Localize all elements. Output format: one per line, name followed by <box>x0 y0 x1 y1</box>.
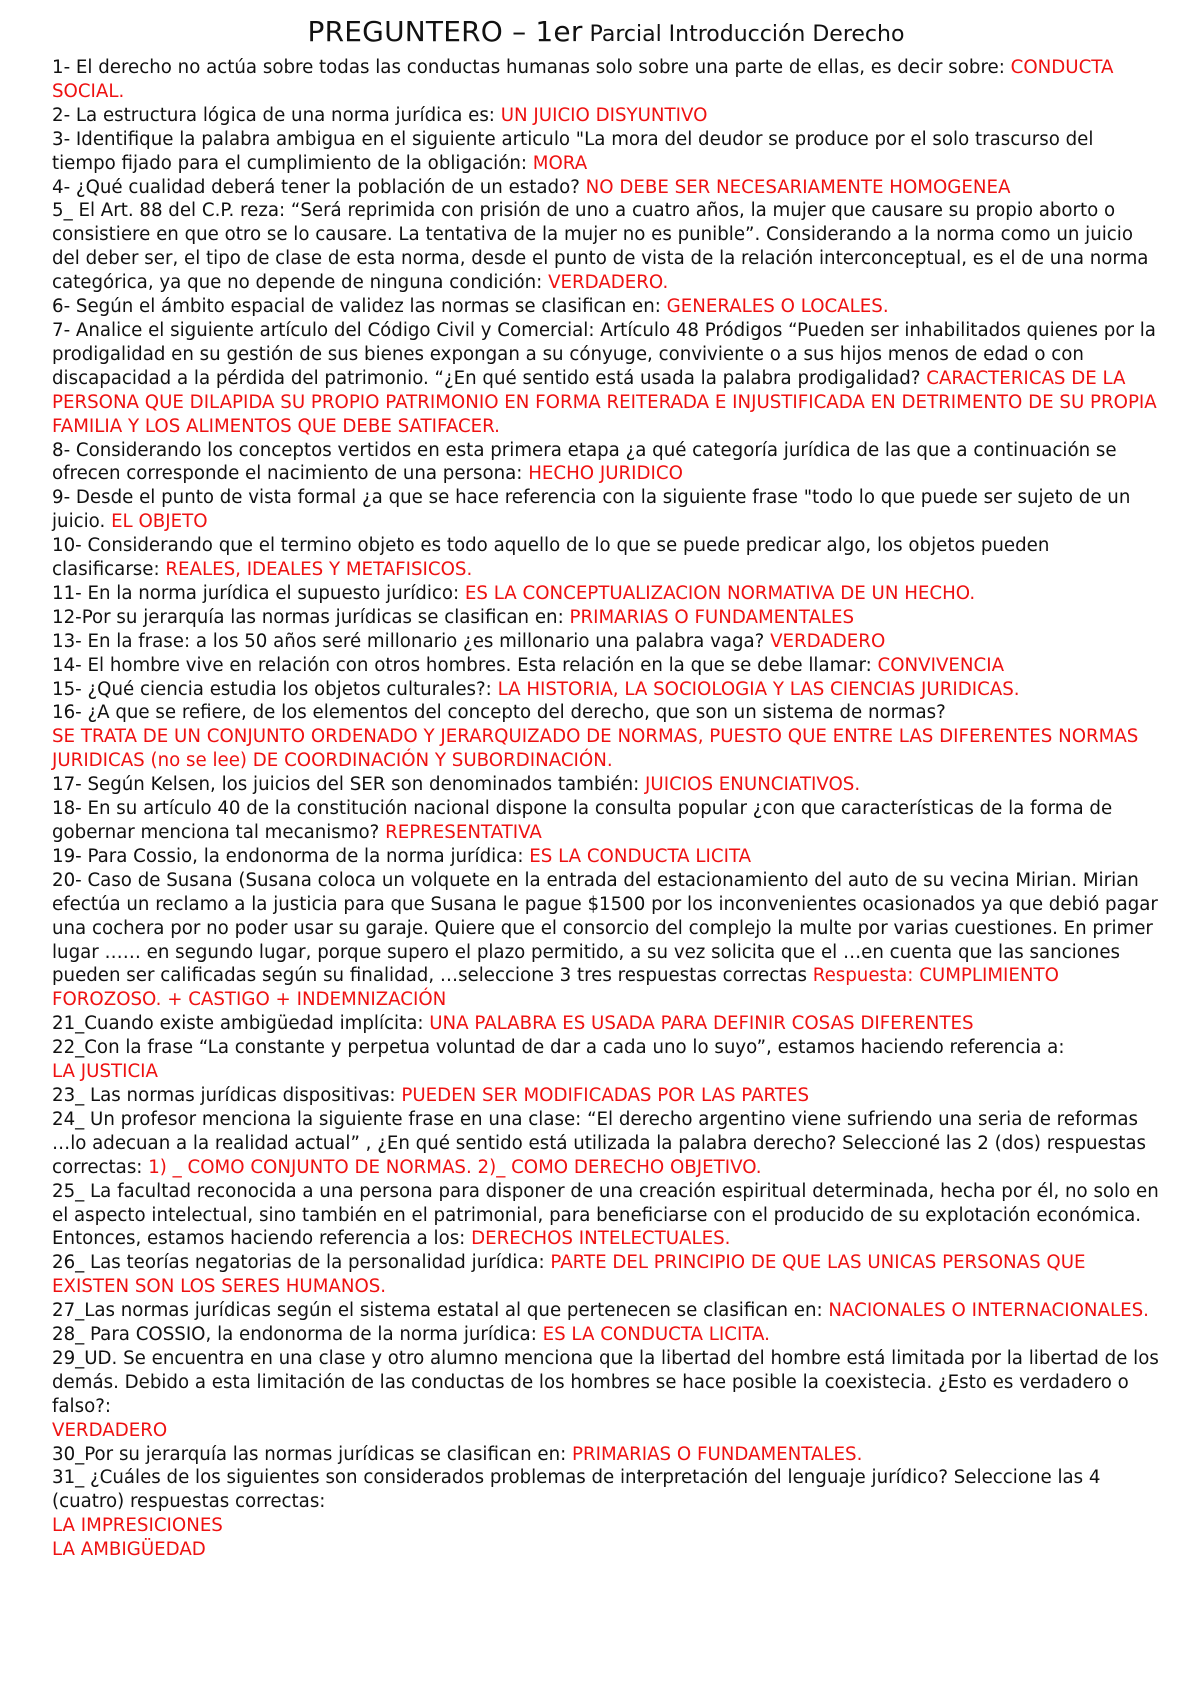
answer-text: GENERALES O LOCALES. <box>666 296 889 318</box>
answer-text: JUICIOS ENUNCIATIVOS. <box>645 774 861 796</box>
answer-text: PRIMARIAS O FUNDAMENTALES. <box>572 1443 863 1465</box>
answer-text: VERDADERO. <box>548 272 669 294</box>
question-text: 1- El derecho no actúa sobre todas las conductas humanas solo sobre una parte de ellas, es decir sobre: <box>52 57 1011 78</box>
question-text: 2- La estructura lógica de una norma jurídica es: <box>52 104 501 126</box>
answer-text: CONVIVENCIA <box>877 654 1005 676</box>
answer-text: HECHO JURIDICO <box>528 463 683 485</box>
answer-text: DERECHOS INTELECTUALES. <box>471 1228 731 1250</box>
answer-text: CARACTERICAS DE LA PERSONA QUE DILAPIDA SU PROPIO PATRIMONIO EN FORMA REITERADA E INJUSTIFICADA EN DETRIMENTO DE SU PROPIA FAMILIA Y LOS ALIMENTOS QUE DEBE SATIFACER. <box>52 367 1157 437</box>
question-text: 11- En la norma jurídica el supuesto jurídico: <box>52 582 465 604</box>
answer-text: REPRESENTATIVA <box>385 822 542 843</box>
question-text: 23_ Las normas jurídicas dispositivas: <box>52 1084 402 1106</box>
answer-text: UN JUICIO DISYUNTIVO <box>500 104 708 126</box>
question-item <box>52 869 1160 1012</box>
answer-text: VERDADERO <box>52 1419 168 1441</box>
answer-text: NACIONALES O INTERNACIONALES. <box>828 1300 1149 1322</box>
question-item <box>52 199 1160 295</box>
answer-text: PUEDEN SER MODIFICADAS POR LAS PARTES <box>401 1084 809 1106</box>
question-text: 31_ ¿Cuáles de los siguientes son considerados problemas de interpretación del lenguaje jurídico? Seleccione las 4 (cuatro) respuestas correctas: <box>52 1467 1101 1513</box>
answer-text: PRIMARIAS O FUNDAMENTALES <box>569 606 855 628</box>
answer-text: Respuesta: CUMPLIMIENTO FOROZOSO. + CASTIGO + INDEMNIZACIÓN <box>52 965 1059 1011</box>
answer-text: LA JUSTICIA <box>52 1061 158 1083</box>
question-text: 22_Con la frase “La constante y perpetua voluntad de dar a cada uno lo suyo”, estamos haciendo referencia a: <box>52 1037 1065 1059</box>
question-text: 8- Considerando los conceptos vertidos en esta primera etapa ¿a qué categoría jurídica de las que a continuación se ofrecen corresponde el nacimiento de una persona: <box>52 439 1117 485</box>
question-text: 28_ Para COSSIO, la endonorma de la norma jurídica: <box>52 1324 543 1346</box>
question-item <box>52 1323 1160 1347</box>
question-text: 20- Caso de Susana (Susana coloca un volquete en la entrada del estacionamiento del auto de su vecina Mirian. Mirian efectúa un reclamo a la justicia para que Susana le pague $1500 por los inconvenientes ocasionados ya que debió pagar una cochera por no poder usar su garaje. Quiere que el consorcio del complejo la multe por varias cuestiones. En primer lugar …… en segundo lugar, porque supero el plazo permitido, a su vez solicita que el …en cuenta que las sanciones pueden ser calificadas según su finalidad, …seleccione 3 tres respuestas correctas <box>52 869 1158 987</box>
question-text: 15- ¿Qué ciencia estudia los objetos culturales?: <box>52 678 498 700</box>
title-subtitle: Parcial Introducción Derecho <box>582 22 905 47</box>
answer-text: CONDUCTA SOCIAL. <box>52 57 1114 102</box>
question-item <box>52 582 1160 606</box>
question-item <box>52 1251 1160 1299</box>
question-text: 17- Según Kelsen, los juicios del SER son denominados también: <box>52 774 646 796</box>
answer-text: 1) _ COMO CONJUNTO DE NORMAS. 2)_ COMO DERECHO OBJETIVO. <box>148 1156 762 1178</box>
question-item <box>52 845 1160 869</box>
question-text: 12-Por su jerarquía las normas jurídicas se clasifican en: <box>52 606 570 628</box>
question-text: 30_Por su jerarquía las normas jurídicas se clasifican en: <box>52 1443 573 1465</box>
answer-text: ES LA CONDUCTA LICITA. <box>542 1324 770 1346</box>
document-title <box>52 14 1160 54</box>
question-text: 25_ La facultad reconocida a una persona para disponer de una creación espiritual determinada, hecha por él, no solo en el aspecto intelectual, sino también en el patrimonial, para beneficiarse con el producido de su explotación económica. Entonces, estamos haciendo referencia a los: <box>52 1180 1159 1250</box>
question-list <box>52 56 1160 1562</box>
answer-text: SE TRATA DE UN CONJUNTO ORDENADO Y JERARQUIZADO DE NORMAS, PUESTO QUE ENTRE LAS DIFERENTES NORMAS JURIDICAS (no se lee) DE COORDINACIÓN Y SUBORDINACIÓN. <box>52 726 1139 772</box>
answer-text: LA HISTORIA, LA SOCIOLOGIA Y LAS CIENCIAS JURIDICAS. <box>497 678 1020 700</box>
question-item <box>52 295 1160 319</box>
question-item <box>52 630 1160 654</box>
question-item <box>52 1347 1160 1443</box>
question-text: 4- ¿Qué cualidad deberá tener la población de un estado? <box>52 176 586 198</box>
answer-text: EL OBJETO <box>111 511 208 533</box>
answer-text: ES LA CONCEPTUALIZACION NORMATIVA DE UN HECHO. <box>464 582 976 604</box>
question-item <box>52 1180 1160 1252</box>
question-item <box>52 1299 1160 1323</box>
answer-text: REALES, IDEALES Y METAFISICOS. <box>165 559 473 581</box>
question-text: 19- Para Cossio, la endonorma de la norma jurídica: <box>52 845 530 867</box>
question-text: 29_UD. Se encuentra en una clase y otro alumno menciona que la libertad del hombre está limitada por la libertad de los demás. Debido a esta limitación de las conductas de los hombres se hace posible la coexistecia. ¿Esto es verdadero o falso?: <box>52 1347 1159 1417</box>
question-item <box>52 56 1160 104</box>
answer-text: ES LA CONDUCTA LICITA <box>529 845 752 867</box>
question-item <box>52 104 1160 128</box>
question-text: 14- El hombre vive en relación con otros hombres. Esta relación en la que se debe llamar: <box>52 654 878 676</box>
question-item <box>52 606 1160 630</box>
question-item <box>52 1012 1160 1036</box>
question-text: 7- Analice el siguiente artículo del Código Civil y Comercial: Artículo 48 Pródigos “Pueden ser inhabilitados quienes por la prodigalidad en su gestión de sus bienes expongan a su cónyuge, conviviente o a sus hijos menos de edad o con discapacidad a la pérdida del patrimonio. “¿En qué sentido está usada la palabra prodigalidad? <box>52 319 1156 389</box>
question-text: 16- ¿A que se refiere, de los elementos del concepto del derecho, que son un sistema de normas? <box>52 702 946 724</box>
question-text: 6- Según el ámbito espacial de validez las normas se clasifican en: <box>52 296 667 318</box>
question-text: 18- En su artículo 40 de la constitución nacional dispone la consulta popular ¿con que características de la forma de gobernar menciona tal mecanismo? <box>52 798 1113 843</box>
question-text: 27_Las normas jurídicas según el sistema estatal al que pertenecen se clasifican en: <box>52 1300 829 1322</box>
title-main: PREGUNTERO – 1er <box>307 15 583 48</box>
question-item <box>52 1108 1160 1180</box>
question-text: 3- Identifique la palabra ambigua en el siguiente articulo "La mora del deudor se produce por el solo trascurso del tiempo fijado para el cumplimiento de la obligación: <box>52 128 1094 174</box>
question-item <box>52 1084 1160 1108</box>
question-item <box>52 773 1160 797</box>
answer-text: UNA PALABRA ES USADA PARA DEFINIR COSAS DIFERENTES <box>429 1013 974 1035</box>
question-item <box>52 654 1160 678</box>
answer-text: VERDADERO <box>770 630 886 652</box>
question-item <box>52 797 1160 845</box>
answer-text: LA IMPRESICIONES <box>52 1515 223 1537</box>
question-text: 24_ Un profesor menciona la siguiente frase en una clase: “El derecho argentino viene sufriendo una seria de reformas …lo adecuan a la realidad actual” , ¿En qué sentido está utilizada la palabra derecho? Seleccioné las 2 (dos) respuestas correctas: <box>52 1108 1146 1178</box>
question-item <box>52 1036 1160 1084</box>
answer-text: NO DEBE SER NECESARIAMENTE HOMOGENEA <box>585 176 1011 198</box>
answer-text: PARTE DEL PRINCIPIO DE QUE LAS UNICAS PERSONAS QUE EXISTEN SON LOS SERES HUMANOS. <box>52 1252 1086 1298</box>
question-text: 21_Cuando existe ambigüedad implícita: <box>52 1013 430 1035</box>
answer-text: MORA <box>532 152 588 174</box>
question-item <box>52 1466 1160 1562</box>
question-item <box>52 486 1160 534</box>
question-item <box>52 678 1160 702</box>
question-text: 5_ El Art. 88 del C.P. reza: “Será reprimida con prisión de uno a cuatro años, la mujer que causare su propio aborto o consistiere en que otro se lo causare. La tentativa de la mujer no es punible”. Considerando a la norma como un juicio del deber ser, el tipo de clase de esta norma, desde el punto de vista de la relación interconceptual, es el de una norma categórica, ya que no depende de ninguna condición: <box>52 200 1149 294</box>
question-item <box>52 319 1160 439</box>
question-text: 13- En la frase: a los 50 años seré millonario ¿es millonario una palabra vaga? <box>52 630 771 652</box>
question-item <box>52 439 1160 487</box>
question-item <box>52 1443 1160 1467</box>
question-item <box>52 534 1160 582</box>
question-text: 9- Desde el punto de vista formal ¿a que se hace referencia con la siguiente frase "todo lo que puede ser sujeto de un juicio. <box>52 487 1131 533</box>
answer-text: LA AMBIGÜEDAD <box>52 1539 206 1561</box>
question-item <box>52 176 1160 200</box>
question-item <box>52 128 1160 176</box>
question-text: 26_ Las teorías negatorias de la personalidad jurídica: <box>52 1252 551 1274</box>
question-text: 10- Considerando que el termino objeto es todo aquello de lo que se puede predicar algo, los objetos pueden clasificarse: <box>52 535 1050 581</box>
question-item <box>52 701 1160 773</box>
